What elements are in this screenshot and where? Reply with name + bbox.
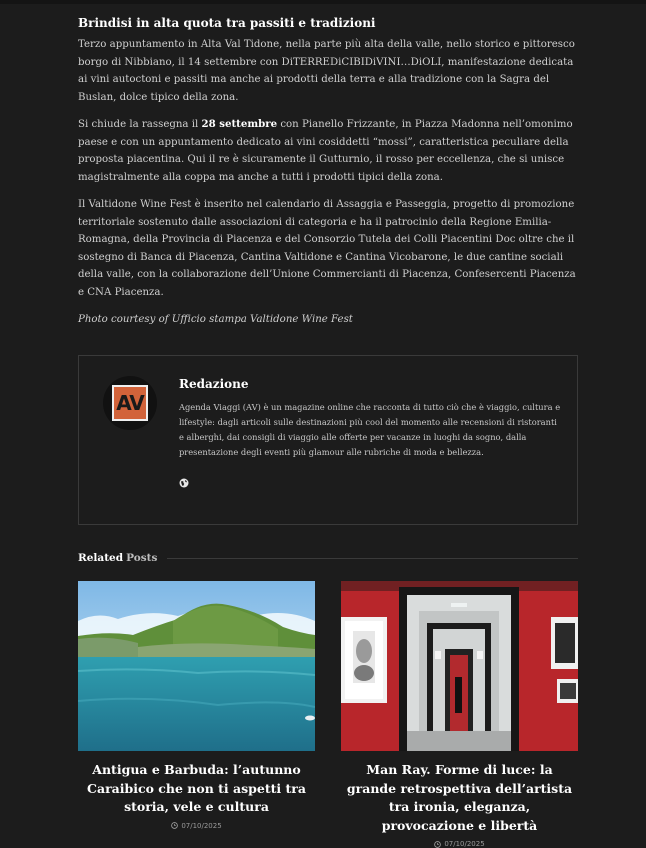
post-date: 07/10/2025 — [78, 822, 315, 830]
avatar[interactable] — [103, 376, 157, 430]
related-post-title[interactable]: Antigua e Barbuda: l’autunno Caraibico che non ti aspetti tra storia, vele e cultura — [87, 762, 306, 814]
author-box — [78, 355, 578, 525]
header-rule — [167, 558, 578, 559]
author-name[interactable]: Redazione — [179, 377, 249, 391]
top-divider — [0, 0, 646, 4]
section-heading: Brindisi in alta quota tra passiti e tradizioni — [78, 16, 376, 30]
island-sea-photo[interactable] — [78, 581, 315, 751]
globe-icon[interactable] — [179, 478, 189, 488]
date-highlight: 28 settembre — [201, 118, 278, 130]
related-label: Related — [78, 552, 124, 564]
related-posts-header — [78, 550, 578, 566]
paragraph-2: Si chiude la rassegna il 28 settembre con Pianello Frizzante, in Piazza Madonna nell’omonimo paese e con un appuntamento dedicato ai vini cosiddetti “mossi”, caratteristica peculiare della proposta piacentina. Qui il re è sicuramente il Gutturnio, il rosso per eccellenza, che si unisce magistralmente alla coppa ma anche a tutti i prodotti tipici della zona. — [78, 118, 573, 183]
author-bio: Agenda Viaggi (AV) è un magazine online che racconta di tutto ciò che è viaggio, cultura e lifestyle: dagli articoli sulle destinazioni più cool del momento alle recensioni di ristoranti e alberghi, dai consigli di viaggio alle offerte per vacanze in luoghi da sogno, dalla presentazione degli eventi più glamour alle rubriche di moda e bellezza. — [179, 402, 561, 457]
photo-credit: Photo courtesy of Ufficio stampa Valtidone Wine Fest — [78, 314, 353, 325]
paragraph-1: Terzo appuntamento in Alta Val Tidone, nella parte più alta della valle, nello storico e pittoresco borgo di Nibbiano, il 14 settembre con DiTERREDiCIBIDiVINI…DiOLI, manifestazione dedicata ai vini autoctoni e passiti ma anche ai prodotti della terra e alla tradizione con la Sagra del Buslan, dolce tipico della zona. — [78, 39, 575, 103]
gallery-exhibition-photo[interactable] — [341, 581, 578, 751]
related-post-title[interactable]: Man Ray. Forme di luce: la grande retrospettiva dell’artista tra ironia, eleganza, provocazione e libertà — [346, 762, 573, 833]
clock-icon — [171, 822, 178, 829]
article-body — [78, 14, 578, 339]
agenda-viaggi-logo: AV — [112, 385, 148, 421]
post-date: 07/10/2025 — [341, 840, 578, 848]
related-post-card[interactable] — [78, 581, 315, 830]
related-post-card[interactable] — [341, 581, 578, 848]
paragraph-3: Il Valtidone Wine Fest è inserito nel calendario di Assaggia e Passeggia, progetto di promozione territoriale sostenuto dalle associazioni di categoria e ha il patrocinio della Regione Emilia-Romagna, della Provincia di Piacenza e del Consorzio Tutela dei Colli Piacentini Doc oltre che il sostegno di Banca di Piacenza, Cantina Valtidone e Cantina Vicobarone, le due cantine sociali della valle, con la collaborazione dell’Unione Commercianti di Piacenza, Confesercenti Piacenza e CNA Piacenza. — [78, 199, 576, 298]
posts-label: Posts — [126, 552, 158, 564]
